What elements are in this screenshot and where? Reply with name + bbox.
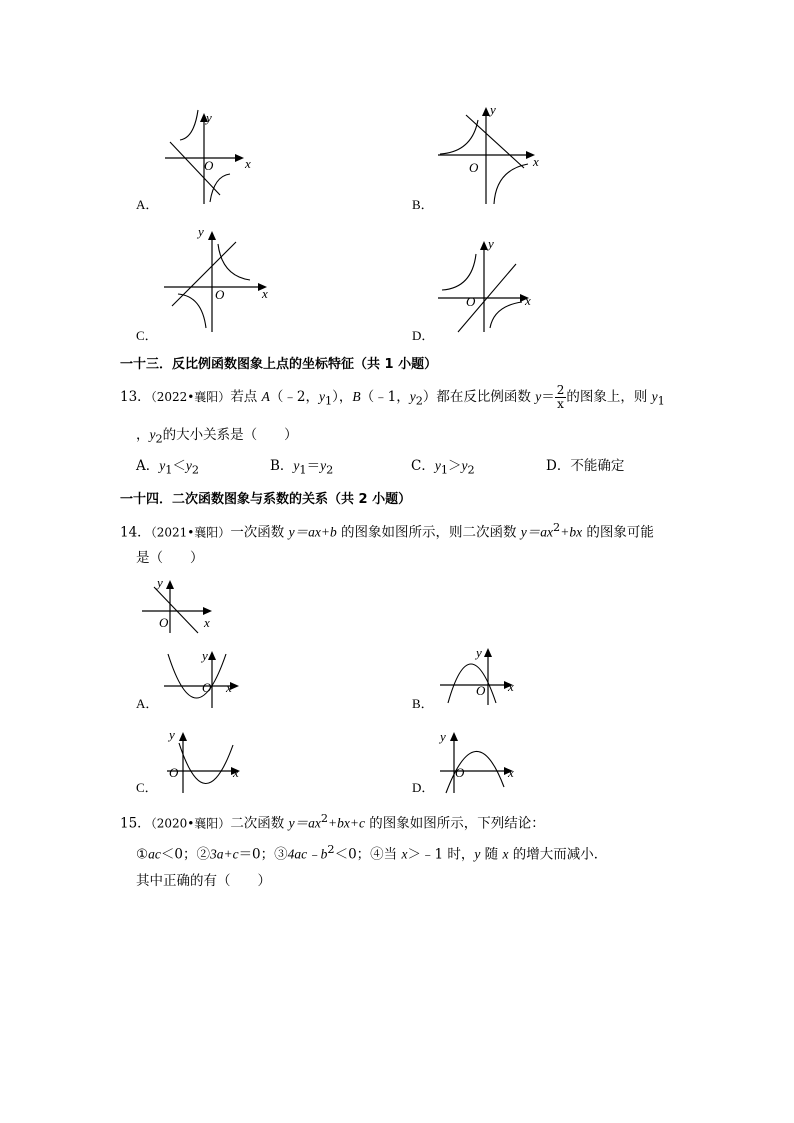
q13-text: 的图象上，则 [566,389,652,405]
q13-option-c [411,457,475,480]
q14-line2: 是（ ） [136,550,204,566]
var-y: y [461,458,468,473]
circled-3: ③ [274,846,288,863]
sub-2: 2 [191,463,200,477]
q13-number: 13． [120,389,151,405]
q13-option-a [136,457,199,480]
quadratic-function-rest: +bx [560,524,583,540]
q15-stem [120,810,545,833]
axis-y-label: y [206,110,212,125]
q14-text: 一次函数 [230,524,289,541]
axis-x-label: x [233,765,239,780]
expr: 3a+c [209,846,239,862]
axis-x-label: x [245,156,251,171]
axis-y-label: y [202,648,208,663]
var-x: x [401,846,408,862]
q15-text: 随 [480,846,503,863]
origin-label: O [202,680,212,695]
var-y: y [159,458,166,473]
fraction [555,384,567,411]
origin-label: O [476,683,486,698]
q15-line3: 其中正确的有（ ） [136,873,271,889]
option-b-label: B． [412,197,434,212]
quadratic-function-rest: +bx+c [328,815,365,831]
sub-1: 1 [657,394,665,408]
axis-y-label: y [440,729,446,744]
expr: ac [148,846,161,862]
option-prefix: C． [411,458,435,474]
q13-stem [120,384,665,411]
q15-text: ＞﹣1 时， [407,846,475,863]
q13-text: 若点 [230,389,262,405]
option-a-label: A． [136,197,159,212]
q13-coords-a: （﹣2， [269,389,319,405]
q13-option-d: D．不能确定 [546,458,625,474]
q13-close: ）， [332,389,353,405]
q13-line2 [136,426,298,449]
axis-y-label: y [476,645,482,660]
var-y: y [320,458,327,473]
exponent: 2 [327,843,335,856]
q14-option-c: C． [136,780,158,795]
q15-number: 15． [120,815,151,832]
option-prefix: A． [136,458,160,474]
axis-y-label: y [157,575,163,590]
axis-x-label: x [226,680,232,695]
origin-label: O [469,160,479,175]
var-y: y [535,389,542,404]
expr: 4ac﹣b [287,846,328,862]
sub-1: 1 [324,394,333,408]
var-y: y [474,846,481,862]
axis-y-label: y [490,102,496,117]
axis-y-label: y [488,236,494,251]
q14-option-b: B． [412,696,434,711]
q15-source: （2020•襄阳） [150,816,231,831]
q15-text: 二次函数 [230,815,289,832]
var-x: x [502,846,509,862]
sub-1: 1 [440,463,449,477]
section-13-title: 一十三．反比例函数图象上点的坐标特征（共 1 小题） [120,357,438,372]
relation: ＝ [306,458,321,474]
sub-2: 2 [326,463,334,477]
q14-stem [120,519,654,542]
point-b: B [352,389,361,404]
axis-x-label: x [508,679,514,694]
sub-2: 2 [415,394,423,408]
relation: ＜0； [160,846,197,863]
sub-1: 1 [299,463,307,477]
q13-text: 的大小关系是（ ） [162,427,298,443]
quadratic-function: y＝ax [520,524,554,540]
quadratic-function: y＝ax [288,815,321,831]
equals: ＝ [541,389,555,405]
graph-option-b [436,100,546,210]
var-y: y [185,458,192,473]
origin-label: O [466,294,476,309]
var-y: y [149,427,156,442]
circled-4: ④ [370,846,384,863]
circled-2: ② [196,846,210,863]
q14-graph-b [436,643,536,708]
relation: ＜0； [334,846,371,863]
origin-label: O [204,158,214,173]
q13-option-b [270,457,333,480]
origin-label: O [169,765,179,780]
axis-x-label: x [508,765,514,780]
axis-x-label: x [204,615,210,630]
var-y: y [293,458,300,473]
q14-option-d: D． [412,780,435,795]
section-14-title: 一十四．二次函数图象与系数的关系（共 2 小题） [120,492,412,507]
axis-x-label: x [533,154,539,169]
graph-option-d [436,236,546,336]
q14-number: 14． [120,524,151,541]
graph-option-a [160,100,260,210]
q13-source: （2022•襄阳） [150,390,231,404]
var-y: y [318,389,325,404]
q13-comma: ， [136,427,150,443]
q13-coords-b: （﹣1， [360,389,410,405]
graph-option-c [160,224,280,339]
sub-2: 2 [467,463,475,477]
relation: ＜ [172,458,186,474]
sub-1: 1 [165,463,173,477]
exponent: 2 [320,812,329,825]
relation: ＞ [448,458,462,474]
q14-graph-c [163,727,263,797]
var-y: y [434,458,441,473]
origin-label: O [159,615,169,630]
linear-function: y＝ax+b [288,524,337,540]
q14-text: 的图象如图所示，则二次函数 [336,524,521,541]
denominator: x [557,397,564,411]
origin-label: O [455,765,465,780]
point-a: A [261,389,270,404]
circled-1: ① [136,846,149,863]
axis-x-label: x [525,293,531,308]
axis-x-label: x [262,286,268,301]
q14-source: （2021•襄阳） [150,525,231,540]
exponent: 2 [553,521,561,534]
q15-text: 的图象如图所示，下列结论： [364,815,545,832]
q14-option-a: A． [136,696,159,711]
q14-graph-d [436,727,536,797]
origin-label: O [215,287,225,302]
option-d-label: D． [412,328,435,343]
option-c-label: C． [136,328,158,343]
q13-text: ）都在反比例函数 [422,389,536,405]
axis-y-label: y [198,224,204,239]
q15-text: 的增大而减小． [508,846,608,863]
q14-text: 的图象可能 [582,524,654,541]
q15-conclusions [136,841,607,864]
axis-y-label: y [169,727,175,742]
var-y: y [409,389,416,404]
q15-text: 当 [383,846,402,863]
relation: ＝0； [238,846,275,863]
sub-2: 2 [155,432,163,446]
q14-given-graph [140,575,230,635]
option-prefix: B． [270,458,294,474]
q14-graph-a [160,646,260,711]
numerator: 2 [556,383,565,397]
var-y: y [651,389,658,404]
